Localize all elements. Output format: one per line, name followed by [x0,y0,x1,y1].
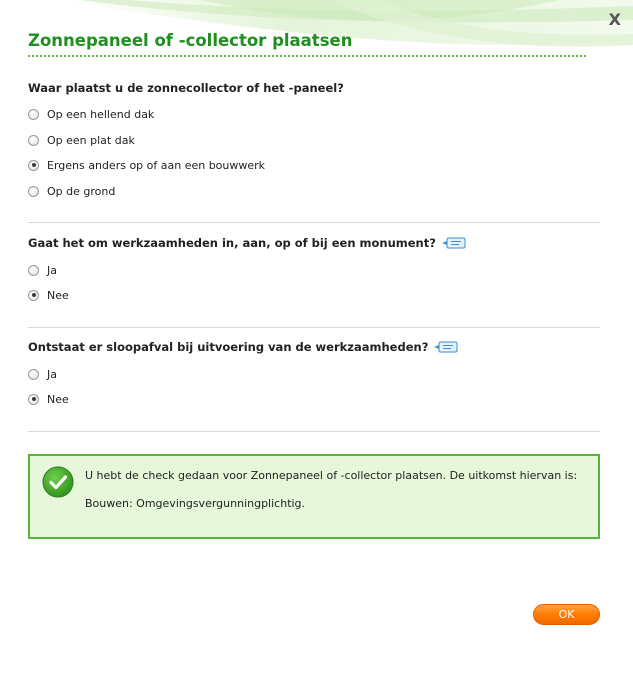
option-monument-ja-label: Ja [47,263,57,277]
option-hellend-dak-label: Op een hellend dak [47,107,155,121]
radio-ergens-anders[interactable] [28,160,39,171]
question-monument-label: Gaat het om werkzaamheden in, aan, op of bij een monument? [28,236,436,250]
divider-3 [28,431,600,432]
radio-hellend-dak[interactable] [28,109,39,120]
result-outcome: Bouwen: Omgevingsvergunningplichtig. [85,497,306,510]
question-sloopafval [28,339,600,409]
close-button[interactable]: X [608,10,621,29]
title-underline [28,55,586,57]
option-sloopafval-nee[interactable] [28,391,69,407]
question-location [28,80,600,200]
option-sloopafval-nee-label: Nee [47,392,69,406]
radio-sloopafval-nee[interactable] [28,394,39,405]
ok-button[interactable]: OK [533,604,600,625]
option-grond[interactable] [28,183,115,199]
option-plat-dak-label: Op een plat dak [47,133,135,147]
result-box [28,454,600,539]
info-icon[interactable] [434,341,458,353]
option-plat-dak[interactable] [28,132,135,148]
radio-monument-ja[interactable] [28,265,39,276]
option-sloopafval-ja[interactable] [28,366,57,382]
divider-1 [28,222,600,223]
divider-2 [28,327,600,328]
option-sloopafval-ja-label: Ja [47,367,57,381]
option-ergens-anders[interactable] [28,157,265,173]
question-monument-text [28,235,600,251]
radio-monument-nee[interactable] [28,290,39,301]
result-text: U hebt de check gedaan voor Zonnepaneel of -collector plaatsen. De uitkomst hiervan is: [85,469,578,482]
question-location-label: Waar plaatst u de zonnecollector of het -paneel? [28,81,344,95]
info-icon[interactable] [442,237,466,249]
option-monument-nee[interactable] [28,287,69,303]
question-sloopafval-text [28,339,600,355]
question-sloopafval-label: Ontstaat er sloopafval bij uitvoering van de werkzaamheden? [28,340,429,354]
radio-grond[interactable] [28,186,39,197]
dialog-title: Zonnepaneel of -collector plaatsen [28,31,353,50]
radio-sloopafval-ja[interactable] [28,369,39,380]
question-location-text [28,80,600,96]
radio-plat-dak[interactable] [28,135,39,146]
question-monument [28,235,600,305]
check-icon [42,466,74,498]
option-monument-nee-label: Nee [47,288,69,302]
option-ergens-anders-label: Ergens anders op of aan een bouwwerk [47,158,266,172]
option-hellend-dak[interactable] [28,106,154,122]
option-monument-ja[interactable] [28,262,57,278]
option-grond-label: Op de grond [47,184,116,198]
